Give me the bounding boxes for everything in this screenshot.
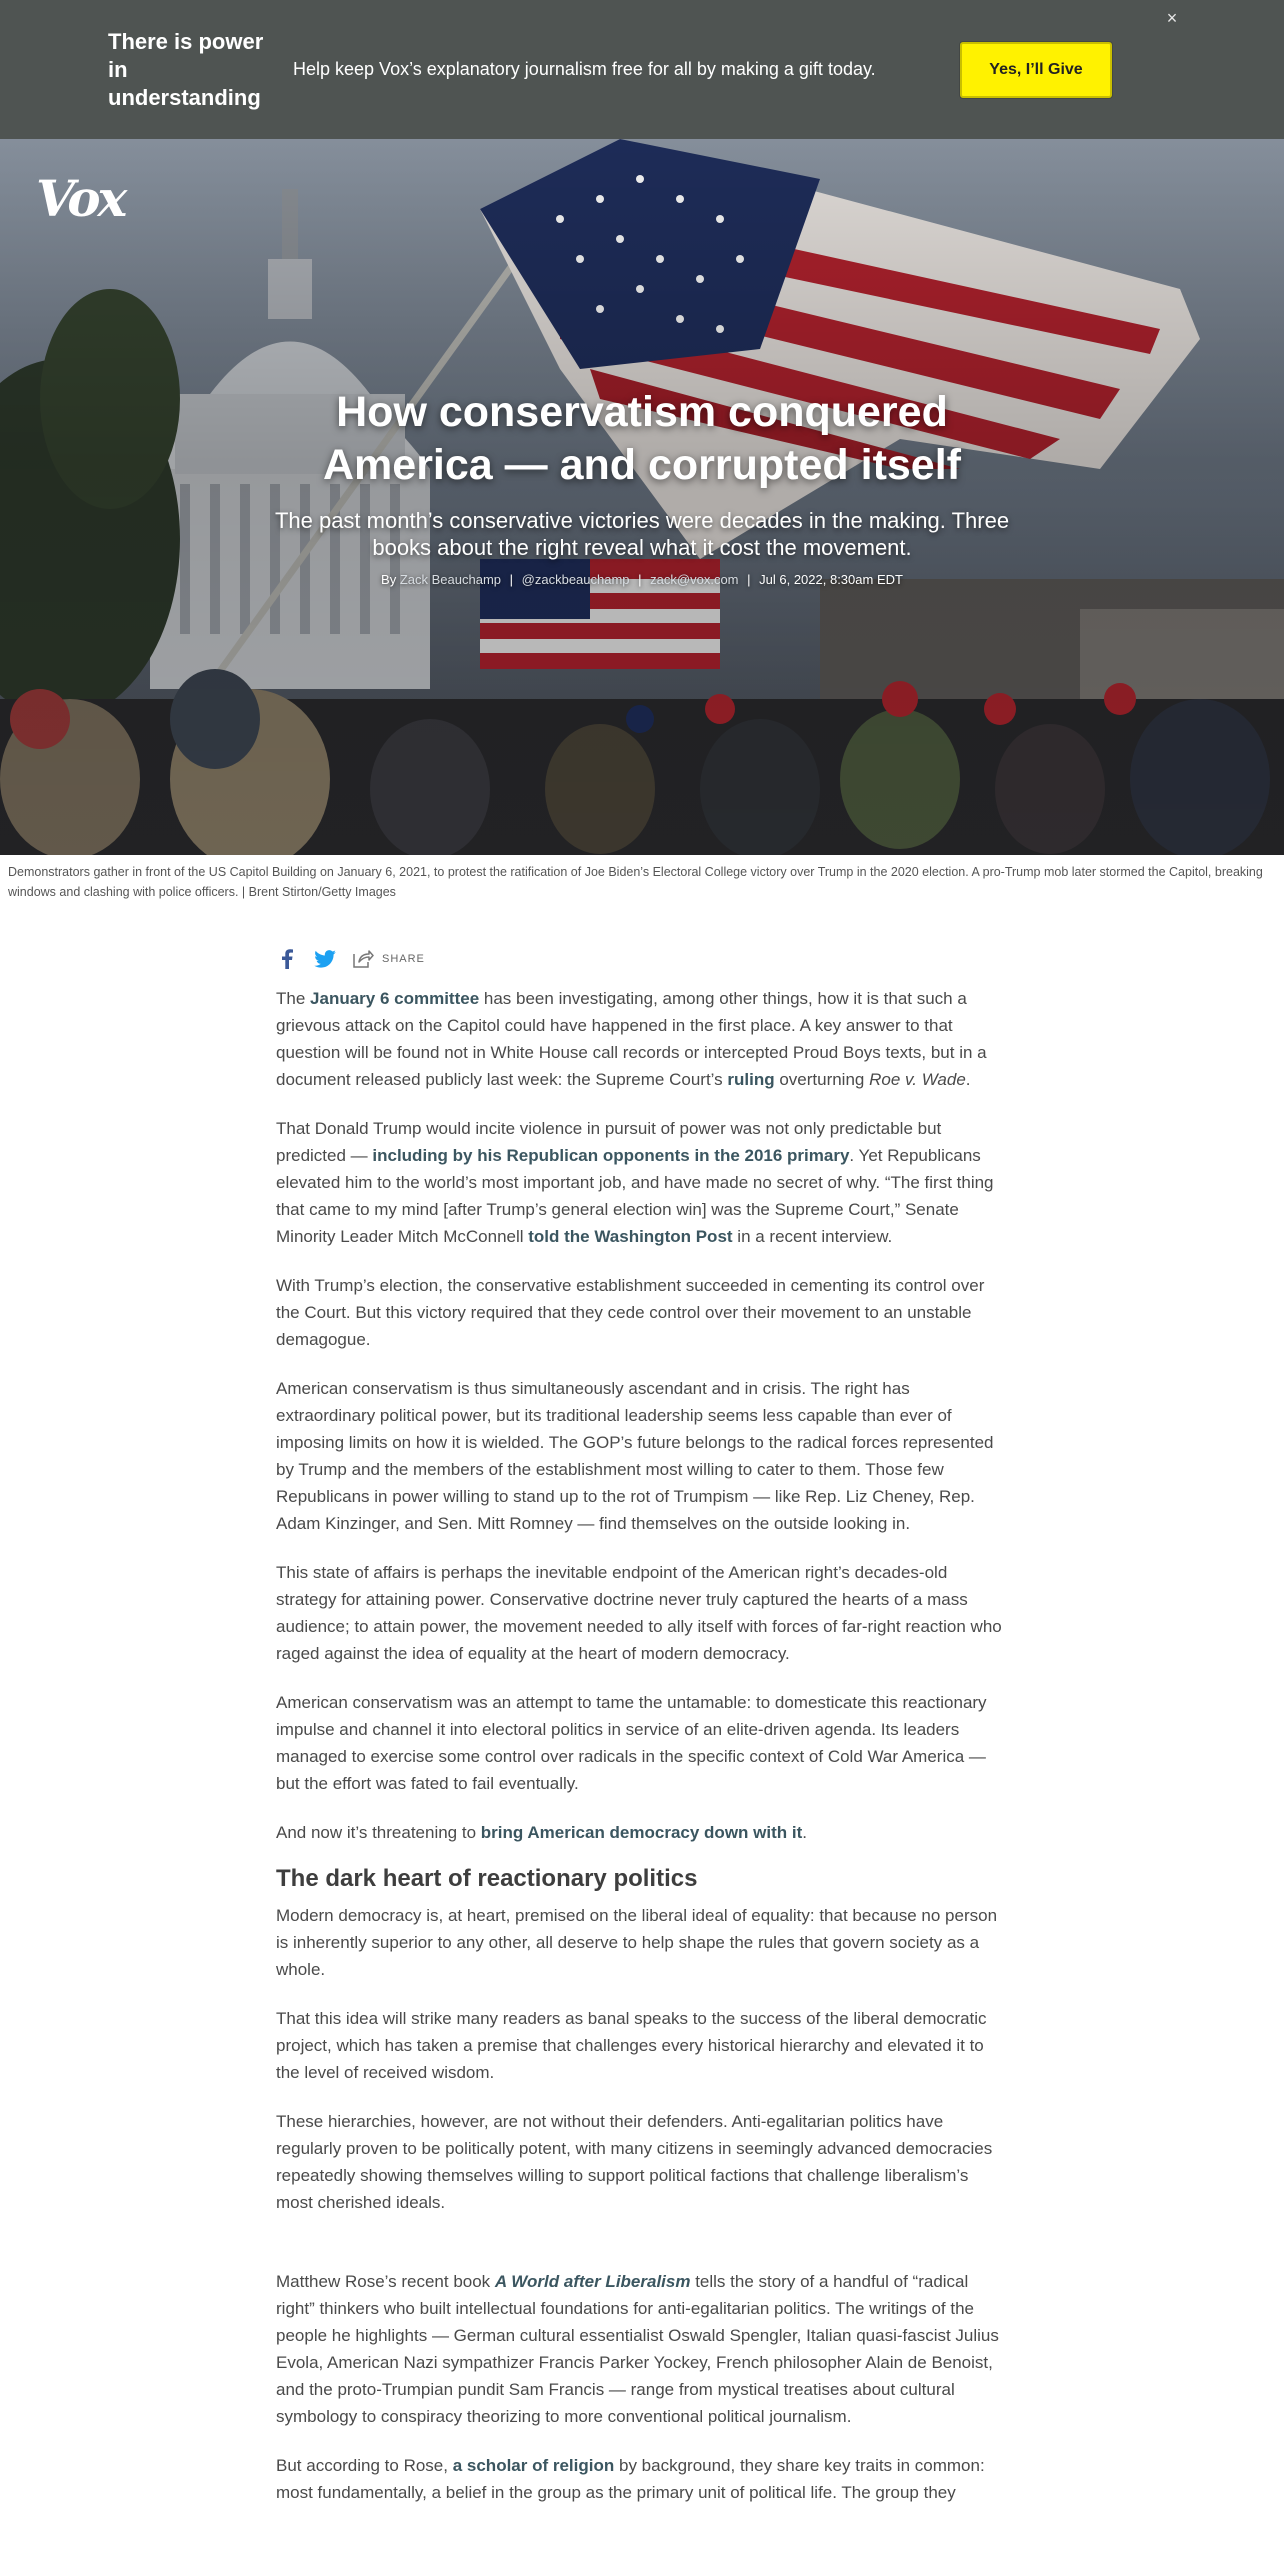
share-bar bbox=[276, 946, 425, 972]
banner-text: Help keep Vox’s explanatory journalism free for all by making a gift today. bbox=[293, 59, 876, 79]
paragraph: These hierarchies, however, are not without their defenders. Anti-egalitarian politics have regularly proven to be politically potent, with many citizens in seemingly advanced democracies repeatedly showing themselves willing to support political factions that challenge liberalism’s most cherished ideals. bbox=[276, 2112, 993, 2212]
spacer bbox=[276, 2238, 1008, 2268]
paragraph bbox=[276, 985, 1008, 1093]
washington-post-link[interactable]: told the Washington Post bbox=[528, 1227, 733, 1246]
paragraph: This state of affairs is perhaps the inevitable endpoint of the American right’s decades-old strategy for attaining power. Conservative doctrine never truly captured the hearts of a mass audience; to attain power, the movement needed to ally itself with forces of far-right reaction who raged against the idea of equality at the heart of modern democracy. bbox=[276, 1563, 1002, 1663]
paragraph-text: in a recent interview. bbox=[732, 1227, 893, 1246]
share-label[interactable]: SHARE bbox=[382, 953, 425, 965]
paragraph-text: The bbox=[276, 989, 311, 1008]
paragraph bbox=[276, 2268, 1008, 2430]
author-link[interactable]: Zack Beauchamp bbox=[399, 572, 502, 587]
paragraph-text: That Donald Trump would incite violence in pursuit of power was not only predictable but predicted — bbox=[276, 1119, 942, 1165]
article-title: How conservatism conquered America — and corrupted itself bbox=[323, 388, 961, 489]
byline-separator: | bbox=[638, 572, 642, 587]
banner-headline: There is power in understanding bbox=[108, 29, 264, 110]
paragraph-text: Matthew Rose’s recent book bbox=[276, 2272, 495, 2291]
byline bbox=[262, 571, 1022, 589]
donation-banner bbox=[0, 0, 1284, 139]
article-body bbox=[276, 985, 1008, 2528]
democracy-down-link[interactable]: bring American democracy down with it bbox=[480, 1823, 803, 1842]
article-dek: The past month’s conservative victories were decades in the making. Three books about the right reveal what it cost the movement. bbox=[274, 508, 1010, 560]
paragraph-text: . Yet Republicans elevated him to the world’s most important job, and have made no secret of why. “The first thing that came to my mind [after Trump’s general election win] was the Supreme Court,” Senate Minority Leader Mitch McConnell bbox=[276, 1146, 994, 1246]
paragraph: American conservatism was an attempt to tame the untamable: to domesticate this reactionary impulse and channel it into electoral politics in service of an elite-driven agenda. Its leaders managed to exercise some control over radicals in the specific context of Cold War America — but the effort was fated to fail eventually. bbox=[276, 1693, 987, 1793]
paragraph bbox=[276, 2452, 1008, 2506]
paragraph-text: . bbox=[802, 1823, 807, 1842]
paragraph: Modern democracy is, at heart, premised on the liberal ideal of equality: that because no person is inherently superior to any other, all deserve to help shape the rules that govern society as a whole. bbox=[276, 1906, 998, 1979]
january-6-committee-link[interactable]: January 6 committee bbox=[310, 989, 480, 1008]
paragraph bbox=[276, 1115, 1008, 1250]
paragraph-text: by background, they share key traits in common: most fundamentally, a belief in the group as the primary unit of political life. The group they bbox=[276, 2456, 985, 2502]
book-link[interactable] bbox=[495, 2272, 691, 2291]
book-title: A World after Liberalism bbox=[494, 2272, 691, 2291]
share-icon[interactable] bbox=[352, 948, 374, 970]
twitter-icon[interactable] bbox=[314, 948, 336, 970]
publish-date: Jul 6, 2022, 8:30am EDT bbox=[759, 572, 903, 587]
paragraph-text: overturning bbox=[774, 1070, 870, 1089]
ruling-link[interactable]: ruling bbox=[727, 1070, 775, 1089]
paragraph-text: And now it’s threatening to bbox=[276, 1823, 481, 1842]
republican-opponents-link[interactable]: including by his Republican opponents in the 2016 primary bbox=[372, 1146, 850, 1165]
case-name: Roe v. Wade bbox=[869, 1070, 966, 1089]
facebook-icon[interactable] bbox=[276, 948, 298, 970]
vox-logo[interactable]: Vox bbox=[36, 169, 125, 228]
paragraph-text: . bbox=[965, 1070, 971, 1089]
close-icon[interactable]: × bbox=[1166, 8, 1178, 28]
image-caption: Demonstrators gather in front of the US Capitol Building on January 6, 2021, to protest the ratification of Joe Biden’s Electoral College victory over Trump in the 2020 election. A pro-Trump mob later stormed the Capitol, breaking windows and clashing with police officers. | Brent Stirton/Getty Images bbox=[8, 865, 1263, 899]
scholar-of-religion-link[interactable]: a scholar of religion bbox=[452, 2456, 615, 2475]
section-heading: The dark heart of reactionary politics bbox=[276, 1865, 698, 1892]
author-email-link[interactable]: zack@vox.com bbox=[650, 572, 739, 587]
paragraph bbox=[276, 1819, 1008, 1846]
hero-image bbox=[0, 139, 1284, 855]
paragraph: With Trump’s election, the conservative establishment succeeded in cementing its control over the Court. But this victory required that they cede control over their movement to an unstable demagogue. bbox=[276, 1276, 985, 1349]
byline-separator: | bbox=[509, 572, 514, 587]
paragraph-text: But according to Rose, bbox=[276, 2456, 453, 2475]
byline-separator: | bbox=[747, 572, 751, 587]
paragraph: That this idea will strike many readers as banal speaks to the success of the liberal democratic project, which has taken a premise that challenges every historical hierarchy and elevated it to the level of received wisdom. bbox=[276, 2009, 987, 2082]
give-button[interactable]: Yes, I’ll Give bbox=[960, 42, 1112, 98]
byline-prefix: By bbox=[381, 572, 397, 587]
paragraph: American conservatism is thus simultaneously ascendant and in crisis. The right has extraordinary political power, but its traditional leadership seems less capable than ever of imposing limits on how it is wielded. The GOP’s future belongs to the radical forces represented by Trump and the members of the establishment most willing to cater to them. Those few Republicans in power willing to stand up to the rot of Trumpism — like Rep. Liz Cheney, Rep. Adam Kinzinger, and Sen. Mitt Romney — find themselves on the outside looking in. bbox=[276, 1379, 994, 1533]
paragraph-text: has been investigating, among other things, how it is that such a grievous attack on the Capitol could have happened in the first place. A key answer to that question will be found not in White House call records or intercepted Proud Boys texts, but in a document released publicly last week: the Supreme Court’s bbox=[276, 989, 987, 1089]
author-twitter-link[interactable]: @zackbeauchamp bbox=[521, 572, 630, 587]
paragraph-text: tells the story of a handful of “radical right” thinkers who built intellectual foundations for anti-egalitarian politics. The writings of the people he highlights — German cultural essentialist Oswald Spengler, Italian quasi-fascist Julius Evola, American Nazi sympathizer Francis Parker Yockey, French philosopher Alain de Benoist, and the proto-Trumpian pundit Sam Francis — range from mystical treatises about cultural symbology to conspiracy theorizing to more conventional political journalism. bbox=[276, 2272, 999, 2426]
hero bbox=[0, 139, 1284, 855]
